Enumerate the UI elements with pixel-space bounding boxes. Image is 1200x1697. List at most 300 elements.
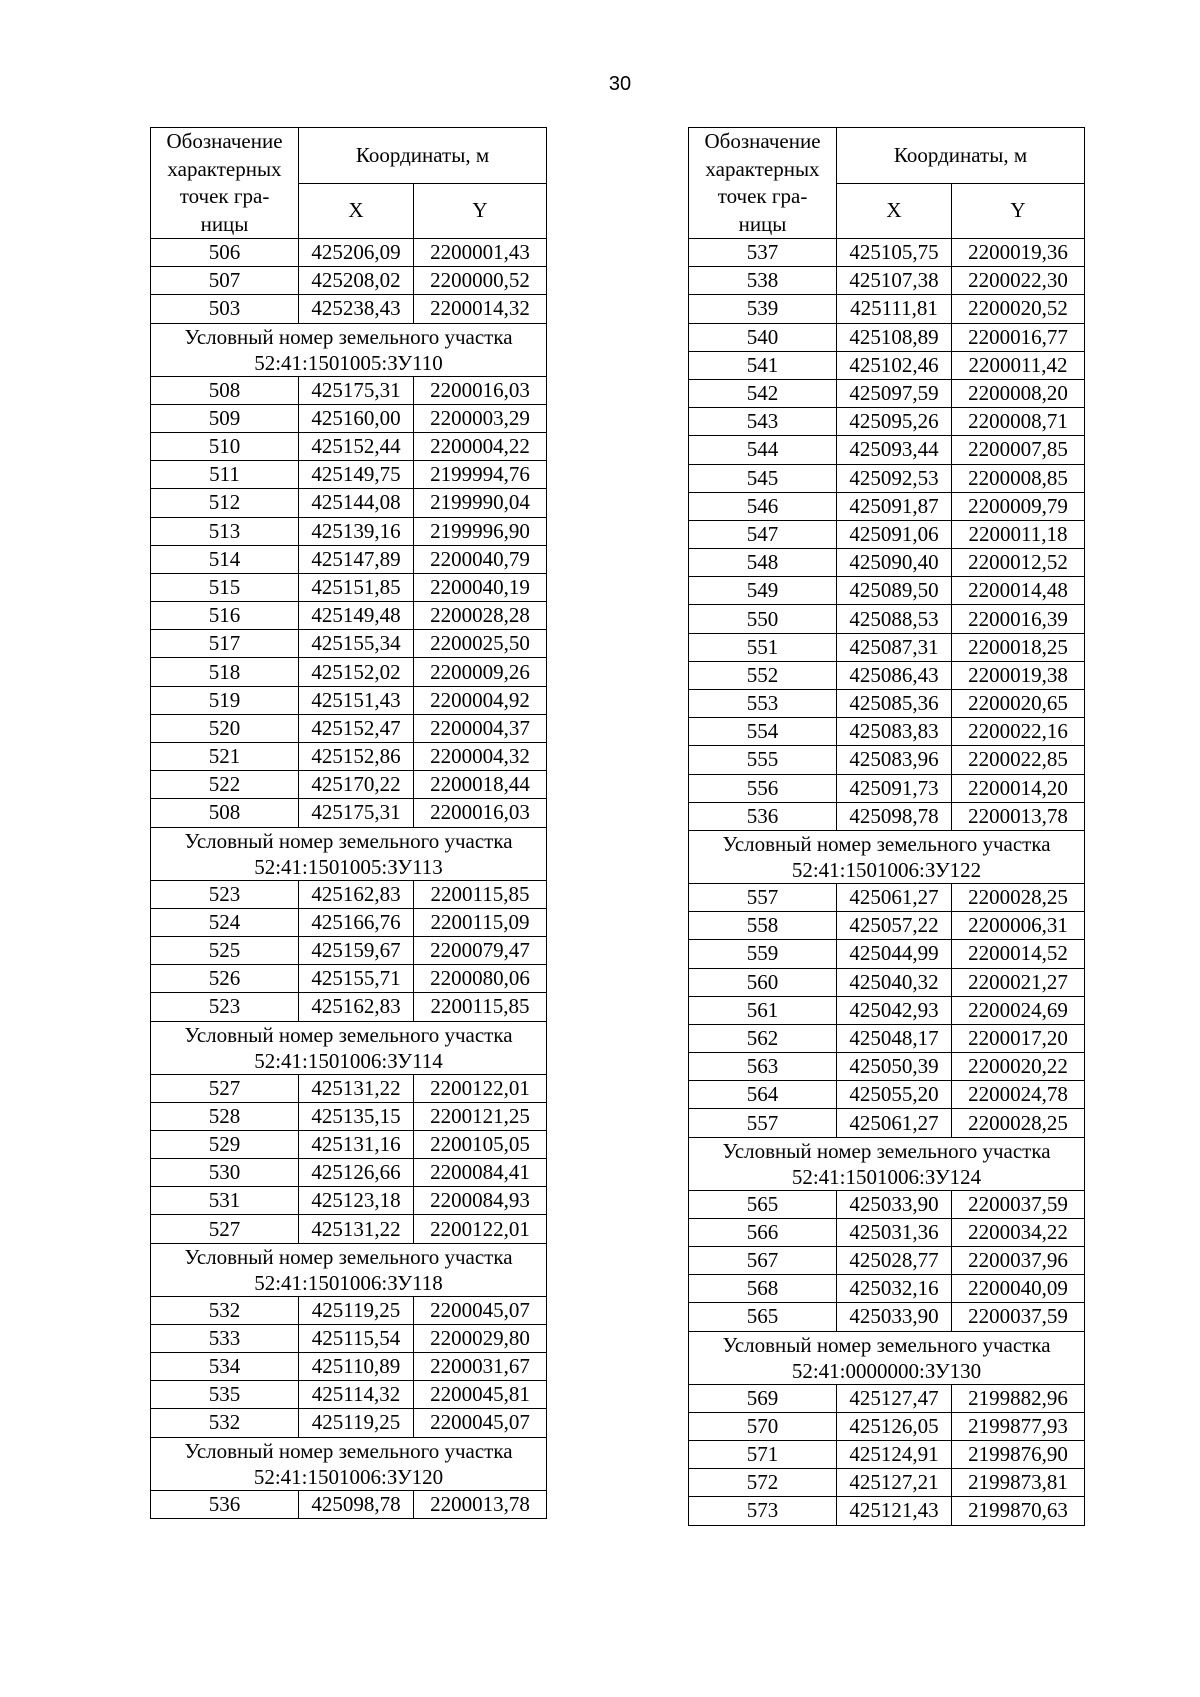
table-row [689,492,1085,520]
point-number-cell: 513 [151,517,299,545]
point-number-cell: 533 [151,1324,299,1352]
x-coordinate-cell: 425149,75 [299,461,414,489]
point-number-cell: 558 [689,912,837,940]
table-row [689,267,1085,295]
x-coordinate-cell: 425061,27 [837,1109,952,1137]
point-number-cell: 508 [151,376,299,404]
x-coordinate-cell: 425124,91 [837,1440,952,1468]
x-coordinate-cell: 425085,36 [837,690,952,718]
point-number-cell: 564 [689,1081,837,1109]
y-coordinate-cell: 2200040,79 [414,545,547,573]
x-coordinate-cell: 425088,53 [837,605,952,633]
x-coordinate-cell: 425162,83 [299,993,414,1021]
parcel-header-row [151,827,547,880]
table-row [689,323,1085,351]
point-number-cell: 548 [689,549,837,577]
table-row [689,379,1085,407]
y-coordinate-cell: 2200020,52 [952,295,1085,323]
y-coordinate-cell: 2200019,38 [952,661,1085,689]
x-coordinate-cell: 425040,32 [837,968,952,996]
x-coordinate-cell: 425175,31 [299,376,414,404]
point-number-cell: 506 [151,239,299,267]
table-row [151,545,547,573]
y-coordinate-cell: 2200037,59 [952,1303,1085,1331]
x-coordinate-cell: 425147,89 [299,545,414,573]
parcel-number: 52:41:1501006:ЗУ122 [791,857,982,882]
y-coordinate-cell: 2200020,65 [952,690,1085,718]
x-coordinate-cell: 425048,17 [837,1024,952,1052]
point-number-cell: 523 [151,993,299,1021]
x-coordinate-cell: 425127,21 [837,1469,952,1497]
table-row [151,404,547,432]
header-designation-line: Обозначение [166,129,283,153]
y-coordinate-cell: 2200045,07 [414,1296,547,1324]
y-coordinate-cell: 2200014,48 [952,577,1085,605]
parcel-label: Условный номер земельного участка [184,1438,513,1463]
y-coordinate-cell: 2200028,28 [414,602,547,630]
y-coordinate-cell: 2200034,22 [952,1218,1085,1246]
y-coordinate-cell: 2200018,44 [414,771,547,799]
y-coordinate-cell: 2200024,78 [952,1081,1085,1109]
table-row [689,1469,1085,1497]
header-coordinates: Координаты, м [837,128,1085,184]
parcel-header-row [151,1437,547,1490]
point-number-cell: 569 [689,1384,837,1412]
table-row [689,1384,1085,1412]
table-row [689,577,1085,605]
table-row [689,661,1085,689]
x-coordinate-cell: 425123,18 [299,1187,414,1215]
table-row [151,1381,547,1409]
x-coordinate-cell: 425090,40 [837,549,952,577]
table-row [151,686,547,714]
x-coordinate-cell: 425159,67 [299,936,414,964]
point-number-cell: 557 [689,1109,837,1137]
point-number-cell: 542 [689,379,837,407]
table-row [151,936,547,964]
point-number-cell: 522 [151,771,299,799]
point-number-cell: 572 [689,1469,837,1497]
point-number-cell: 527 [151,1074,299,1102]
header-x: X [837,183,952,239]
point-number-cell: 530 [151,1159,299,1187]
y-coordinate-cell: 2200011,18 [952,520,1085,548]
y-coordinate-cell: 2199882,96 [952,1384,1085,1412]
point-number-cell: 565 [689,1303,837,1331]
point-number-cell: 541 [689,351,837,379]
header-designation [689,128,837,239]
x-coordinate-cell: 425155,71 [299,965,414,993]
header-designation-line: точек гра- [717,184,808,208]
point-number-cell: 520 [151,714,299,742]
point-number-cell: 562 [689,1024,837,1052]
point-number-cell: 518 [151,658,299,686]
x-coordinate-cell: 425087,31 [837,633,952,661]
table-row [151,489,547,517]
y-coordinate-cell: 2200014,52 [952,940,1085,968]
x-coordinate-cell: 425152,44 [299,432,414,460]
parcel-header-row [689,1137,1085,1190]
x-coordinate-cell: 425162,83 [299,880,414,908]
y-coordinate-cell: 2200018,25 [952,633,1085,661]
header-coordinates: Координаты, м [299,128,547,184]
point-number-cell: 554 [689,718,837,746]
x-coordinate-cell: 425152,02 [299,658,414,686]
x-coordinate-cell: 425144,08 [299,489,414,517]
table-row [151,908,547,936]
x-coordinate-cell: 425061,27 [837,883,952,911]
x-coordinate-cell: 425208,02 [299,267,414,295]
point-number-cell: 560 [689,968,837,996]
point-number-cell: 536 [151,1490,299,1518]
point-number-cell: 528 [151,1102,299,1130]
table-row [689,1497,1085,1525]
point-number-cell: 525 [151,936,299,964]
parcel-number: 52:41:0000000:ЗУ130 [791,1358,982,1383]
y-coordinate-cell: 2200028,25 [952,1109,1085,1137]
y-coordinate-cell: 2199876,90 [952,1440,1085,1468]
table-row [151,714,547,742]
table-row [151,993,547,1021]
x-coordinate-cell: 425110,89 [299,1353,414,1381]
header-designation-line: ницы [738,211,787,236]
x-coordinate-cell: 425127,47 [837,1384,952,1412]
y-coordinate-cell: 2200008,85 [952,464,1085,492]
y-coordinate-cell: 2200016,03 [414,376,547,404]
table-row [689,940,1085,968]
point-number-cell: 503 [151,295,299,323]
table-row [689,746,1085,774]
table-row [689,996,1085,1024]
point-number-cell: 553 [689,690,837,718]
header-y: Y [952,183,1085,239]
table-row [689,1303,1085,1331]
point-number-cell: 509 [151,404,299,432]
table-row [689,1109,1085,1137]
table-row [689,605,1085,633]
point-number-cell: 534 [151,1353,299,1381]
point-number-cell: 557 [689,883,837,911]
parcel-label: Условный номер земельного участка [184,1244,513,1269]
table-row [689,436,1085,464]
parcel-number: 52:41:1501006:ЗУ114 [254,1048,443,1073]
y-coordinate-cell: 2200022,16 [952,718,1085,746]
parcel-label: Условный номер земельного участка [722,1138,1051,1163]
table-row [689,1190,1085,1218]
table-row [151,1187,547,1215]
y-coordinate-cell: 2200045,81 [414,1381,547,1409]
point-number-cell: 566 [689,1218,837,1246]
x-coordinate-cell: 425098,78 [299,1490,414,1518]
y-coordinate-cell: 2200025,50 [414,630,547,658]
table-row [689,690,1085,718]
y-coordinate-cell: 2200040,19 [414,573,547,601]
point-number-cell: 563 [689,1053,837,1081]
y-coordinate-cell: 2200004,37 [414,714,547,742]
parcel-header [151,1021,547,1074]
x-coordinate-cell: 425126,66 [299,1159,414,1187]
x-coordinate-cell: 425097,59 [837,379,952,407]
x-coordinate-cell: 425092,53 [837,464,952,492]
point-number-cell: 508 [151,799,299,827]
table-row [689,1440,1085,1468]
header-designation [151,128,299,239]
y-coordinate-cell: 2200009,79 [952,492,1085,520]
coordinates-table-right [688,127,1085,1526]
table-row [151,799,547,827]
table-row [689,295,1085,323]
point-number-cell: 516 [151,602,299,630]
parcel-header [151,1243,547,1296]
x-coordinate-cell: 425238,43 [299,295,414,323]
y-coordinate-cell: 2200016,03 [414,799,547,827]
table-row [689,239,1085,267]
table-row [689,718,1085,746]
point-number-cell: 512 [151,489,299,517]
header-y: Y [414,183,547,239]
table-row [689,1412,1085,1440]
y-coordinate-cell: 2200121,25 [414,1102,547,1130]
table-body-left [151,239,547,1519]
y-coordinate-cell: 2200080,06 [414,965,547,993]
parcel-number: 52:41:1501006:ЗУ120 [253,1464,444,1489]
y-coordinate-cell: 2200004,32 [414,743,547,771]
point-number-cell: 532 [151,1409,299,1437]
table-row [689,774,1085,802]
table-row [151,630,547,658]
y-coordinate-cell: 2200115,09 [414,908,547,936]
table-row [689,1081,1085,1109]
point-number-cell: 556 [689,774,837,802]
x-coordinate-cell: 425091,73 [837,774,952,802]
point-number-cell: 544 [689,436,837,464]
x-coordinate-cell: 425086,43 [837,661,952,689]
x-coordinate-cell: 425152,47 [299,714,414,742]
point-number-cell: 552 [689,661,837,689]
y-coordinate-cell: 2200029,80 [414,1324,547,1352]
y-coordinate-cell: 2200020,22 [952,1053,1085,1081]
table-row [151,1130,547,1158]
table-row [689,1024,1085,1052]
y-coordinate-cell: 2200022,30 [952,267,1085,295]
table-row [151,1102,547,1130]
point-number-cell: 519 [151,686,299,714]
x-coordinate-cell: 425139,16 [299,517,414,545]
parcel-label: Условный номер земельного участка [184,1022,513,1047]
parcel-label: Условный номер земельного участка [184,324,513,349]
point-number-cell: 507 [151,267,299,295]
point-number-cell: 511 [151,461,299,489]
y-coordinate-cell: 2200008,20 [952,379,1085,407]
y-coordinate-cell: 2200021,27 [952,968,1085,996]
table-row [151,295,547,323]
x-coordinate-cell: 425152,86 [299,743,414,771]
point-number-cell: 523 [151,880,299,908]
x-coordinate-cell: 425102,46 [837,351,952,379]
table-row [151,239,547,267]
table-row [151,517,547,545]
table-row [151,771,547,799]
y-coordinate-cell: 2200013,78 [414,1490,547,1518]
table-row [151,461,547,489]
header-designation-line: ницы [200,211,249,236]
x-coordinate-cell: 425028,77 [837,1247,952,1275]
point-number-cell: 524 [151,908,299,936]
table-row [151,1409,547,1437]
table-row [151,573,547,601]
point-number-cell: 538 [689,267,837,295]
x-coordinate-cell: 425151,85 [299,573,414,601]
x-coordinate-cell: 425170,22 [299,771,414,799]
table-row [151,965,547,993]
point-number-cell: 545 [689,464,837,492]
table-row [689,464,1085,492]
x-coordinate-cell: 425055,20 [837,1081,952,1109]
y-coordinate-cell: 2200019,36 [952,239,1085,267]
table-row [151,1215,547,1243]
point-number-cell: 531 [151,1187,299,1215]
point-number-cell: 565 [689,1190,837,1218]
point-number-cell: 546 [689,492,837,520]
point-number-cell: 521 [151,743,299,771]
y-coordinate-cell: 2200084,41 [414,1159,547,1187]
point-number-cell: 550 [689,605,837,633]
table-row [689,633,1085,661]
x-coordinate-cell: 425131,22 [299,1074,414,1102]
table-row [151,1159,547,1187]
point-number-cell: 551 [689,633,837,661]
x-coordinate-cell: 425042,93 [837,996,952,1024]
parcel-header-row [689,830,1085,883]
y-coordinate-cell: 2200122,01 [414,1074,547,1102]
point-number-cell: 526 [151,965,299,993]
point-number-cell: 535 [151,1381,299,1409]
parcel-label: Условный номер земельного участка [184,828,513,853]
point-number-cell: 540 [689,323,837,351]
y-coordinate-cell: 2200003,29 [414,404,547,432]
y-coordinate-cell: 2200016,39 [952,605,1085,633]
y-coordinate-cell: 2200007,85 [952,436,1085,464]
y-coordinate-cell: 2200004,92 [414,686,547,714]
table-row [151,267,547,295]
table-row [689,802,1085,830]
table-row [689,1275,1085,1303]
point-number-cell: 539 [689,295,837,323]
x-coordinate-cell: 425032,16 [837,1275,952,1303]
point-number-cell: 573 [689,1497,837,1525]
x-coordinate-cell: 425119,25 [299,1296,414,1324]
table-row [151,658,547,686]
x-coordinate-cell: 425155,34 [299,630,414,658]
parcel-header-row [689,1331,1085,1384]
coordinates-table-left [150,127,547,1519]
y-coordinate-cell: 2199877,93 [952,1412,1085,1440]
table-row [151,1490,547,1518]
parcel-header-row [151,1243,547,1296]
point-number-cell: 536 [689,802,837,830]
y-coordinate-cell: 2200022,85 [952,746,1085,774]
y-coordinate-cell: 2200028,25 [952,883,1085,911]
point-number-cell: 537 [689,239,837,267]
table-row [689,520,1085,548]
parcel-number: 52:41:1501005:ЗУ110 [254,350,443,375]
y-coordinate-cell: 2200004,22 [414,432,547,460]
y-coordinate-cell: 2200122,01 [414,1215,547,1243]
page-number: 30 [608,73,632,95]
table-row [151,1296,547,1324]
x-coordinate-cell: 425093,44 [837,436,952,464]
table-row [151,376,547,404]
parcel-header-row [151,323,547,376]
x-coordinate-cell: 425033,90 [837,1303,952,1331]
point-number-cell: 568 [689,1275,837,1303]
parcel-number: 52:41:1501005:ЗУ113 [254,854,443,879]
table-row [151,1353,547,1381]
y-coordinate-cell: 2200014,20 [952,774,1085,802]
table-row [151,743,547,771]
x-coordinate-cell: 425175,31 [299,799,414,827]
x-coordinate-cell: 425108,89 [837,323,952,351]
x-coordinate-cell: 425206,09 [299,239,414,267]
point-number-cell: 555 [689,746,837,774]
table-row [689,883,1085,911]
parcel-label: Условный номер земельного участка [722,831,1051,856]
x-coordinate-cell: 425033,90 [837,1190,952,1218]
x-coordinate-cell: 425083,96 [837,746,952,774]
y-coordinate-cell: 2200115,85 [414,993,547,1021]
point-number-cell: 529 [151,1130,299,1158]
y-coordinate-cell: 2200009,26 [414,658,547,686]
table-row [689,1247,1085,1275]
point-number-cell: 559 [689,940,837,968]
x-coordinate-cell: 425111,81 [837,295,952,323]
y-coordinate-cell: 2200079,47 [414,936,547,964]
point-number-cell: 527 [151,1215,299,1243]
point-number-cell: 561 [689,996,837,1024]
point-number-cell: 571 [689,1440,837,1468]
y-coordinate-cell: 2200040,09 [952,1275,1085,1303]
y-coordinate-cell: 2200037,59 [952,1190,1085,1218]
x-coordinate-cell: 425149,48 [299,602,414,630]
y-coordinate-cell: 2199996,90 [414,517,547,545]
x-coordinate-cell: 425151,43 [299,686,414,714]
table-row [151,602,547,630]
point-number-cell: 532 [151,1296,299,1324]
x-coordinate-cell: 425083,83 [837,718,952,746]
y-coordinate-cell: 2200014,32 [414,295,547,323]
x-coordinate-cell: 425166,76 [299,908,414,936]
table-row [151,432,547,460]
point-number-cell: 517 [151,630,299,658]
y-coordinate-cell: 2200045,07 [414,1409,547,1437]
y-coordinate-cell: 2200013,78 [952,802,1085,830]
parcel-number: 52:41:1501006:ЗУ118 [254,1270,443,1295]
x-coordinate-cell: 425050,39 [837,1053,952,1081]
header-designation-line: характерных [705,156,820,181]
y-coordinate-cell: 2200031,67 [414,1353,547,1381]
x-coordinate-cell: 425098,78 [837,802,952,830]
header-designation-line: Обозначение [704,129,821,153]
table-row [151,1074,547,1102]
x-coordinate-cell: 425107,38 [837,267,952,295]
x-coordinate-cell: 425095,26 [837,408,952,436]
parcel-header [689,1331,1085,1384]
x-coordinate-cell: 425091,06 [837,520,952,548]
parcel-header [689,830,1085,883]
parcel-number: 52:41:1501006:ЗУ124 [791,1164,982,1189]
table-row [689,968,1085,996]
header-designation-line: точек гра- [179,184,270,208]
